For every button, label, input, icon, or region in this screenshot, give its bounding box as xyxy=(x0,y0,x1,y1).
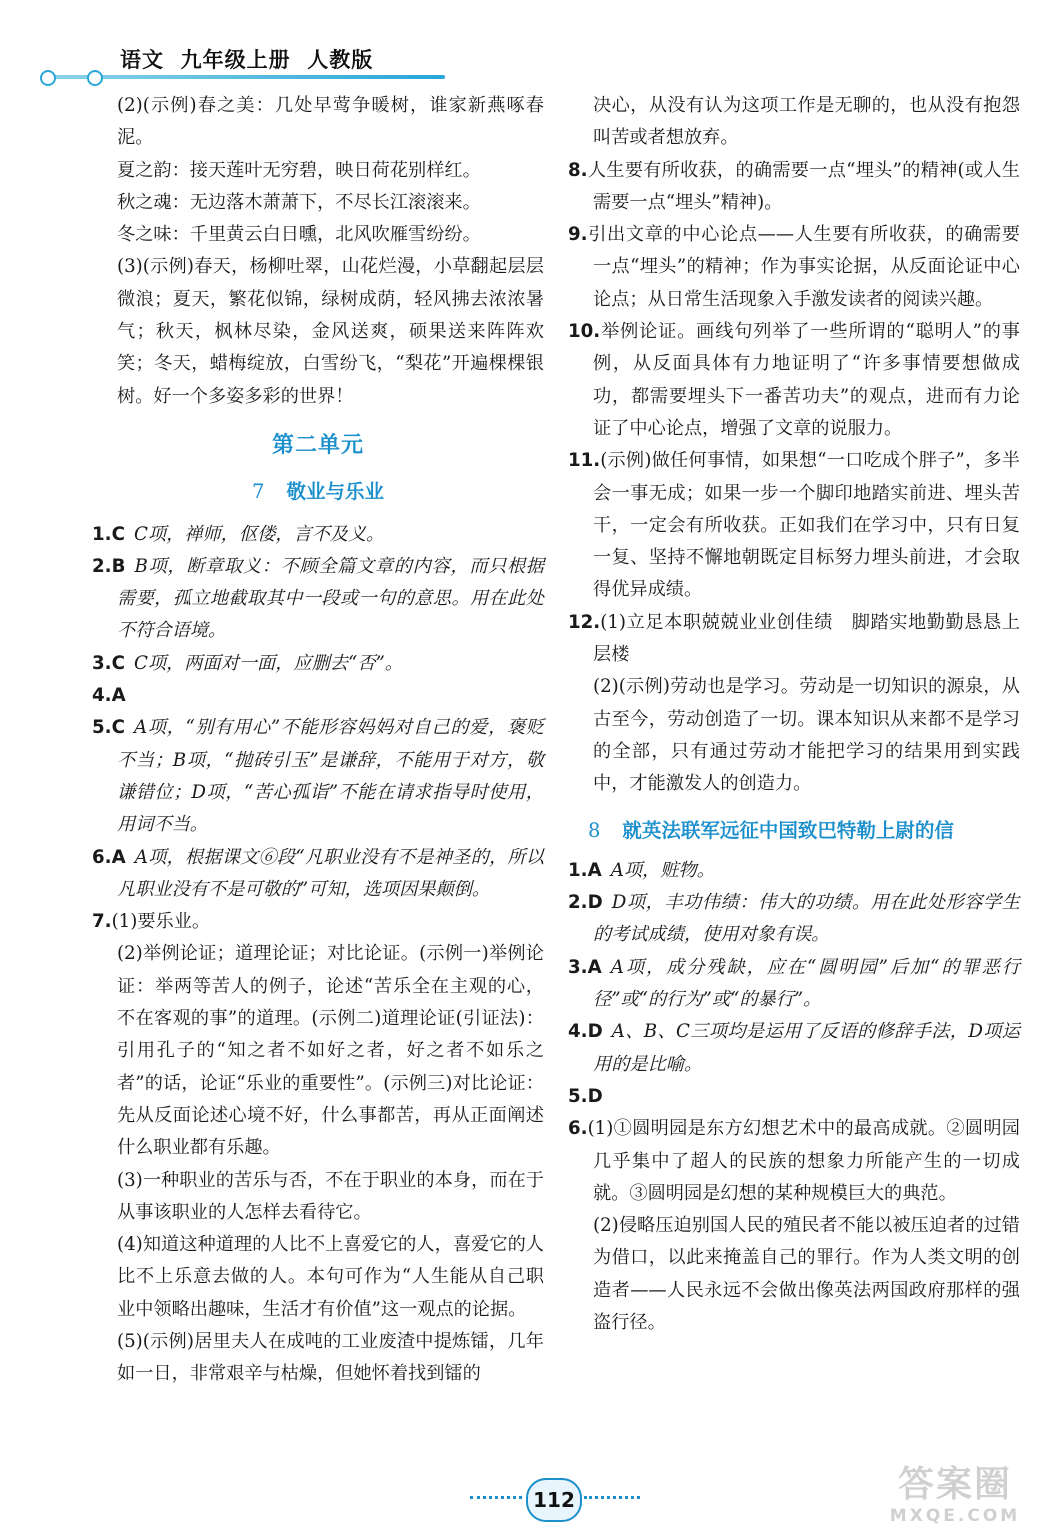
answer-text: A项，“别有用心”不能形容妈妈对自己的爱，褒贬不当；B项，“抛砖引玉”是谦辞，不能用于对方，敬谦错位；D项，“苦心孤诣”不能在请求指导时使用，用词不当。 xyxy=(117,717,544,836)
answer-text: (1)①圆明园是东方幻想艺术中的最高成就。②圆明园几乎集中了超人的民族的想象力所能产生的一切成就。③圆明园是幻想的某种规模巨大的典范。 xyxy=(587,1118,1020,1204)
answer-text: D项，丰功伟绩：伟大的功绩。用在此处形容学生的考试成绩，使用对象有误。 xyxy=(593,892,1020,946)
answer-text: (1)立足本职兢兢业业创佳绩 脚踏实地勤勤恳恳上层楼 xyxy=(593,611,1020,666)
answer-number: 4.A xyxy=(92,685,126,707)
answer-number: 5.C xyxy=(92,717,125,739)
answer-paragraph: (3)(示例)春天，杨柳吐翠，山花烂漫，小草翻起层层微浪；夏天，繁花似锦，绿树成荫，轻风拂去浓浓暑气；秋天，枫林尽染，金风送爽，硕果送来阵阵欢笑；冬天，蜡梅绽放，白雪纷飞，“梨花”开遍棵棵银树。好一个多姿多彩的世界！ xyxy=(117,256,544,407)
answer-number: 6.A xyxy=(92,846,126,868)
answer-item xyxy=(568,607,1020,672)
lesson-number: 8 xyxy=(588,818,601,842)
answer-paragraph: (5)(示例)居里夫人在成吨的工业废渣中提炼镭，几年如一日，非常艰辛与枯燥，但她怀着找到镭的 xyxy=(117,1330,544,1385)
watermark-url: MXQE.COM xyxy=(889,1506,1021,1526)
answer-number: 2.D xyxy=(568,892,603,914)
answer-number: 7. xyxy=(92,911,112,933)
watermark-logo xyxy=(880,1465,1030,1533)
answer-paragraph: (2)侵略压迫别国人民的殖民者不能以被压迫者的过错为借口，以此来掩盖自己的罪行。作为人类文明的创造者——人民永远不会做出像英法两国政府那样的强盗行径。 xyxy=(593,1215,1020,1333)
answer-text: 举例论证。画线句列举了一些所谓的“聪明人”的事例，从反面具体有力地证明了“许多事情要想做成功，都需要埋头下一番苦功夫”的观点，进而有力论证了中心论点，增强了文章的说服力。 xyxy=(593,321,1020,439)
answer-item xyxy=(92,906,544,938)
answer-item xyxy=(568,219,1020,316)
header-dot-right xyxy=(87,70,103,86)
answer-paragraph: (2)举例论证；道理论证；对比论证。(示例一)举例论证：举两等苦人的例子，论述“苦乐全在主观的心，不在客观的事”的道理。(示例二)道理论证(引证法)：引用孔子的“知之者不如好之者，好之者不如乐之者”的话，论证“乐业的重要性”。(示例三)对比论证：先从反面论述心境不好，什么事都苦，再从正面阐述什么职业都有乐趣。 xyxy=(117,943,544,1159)
header-dot-left xyxy=(40,70,56,86)
answer-item xyxy=(92,519,544,551)
answer-item xyxy=(568,887,1020,952)
answer-item xyxy=(568,445,1020,606)
answer-text: (示例)做任何事情，如果想“一口吃成个胖子”，多半会一事无成；如果一步一个脚印地踏实前进、埋头苦干，一定会有所收获。正如我们在学习中，只有日复一复、坚持不懈地朝既定目标努力埋头前进，才会取得优异成绩。 xyxy=(593,450,1020,601)
answer-paragraph: (2)(示例)春之美：几处早莺争暖树，谁家新燕啄春泥。 xyxy=(117,95,544,149)
answer-number: 4.D xyxy=(568,1021,603,1043)
answer-text: 人生要有所收获，的确需要一点“埋头”的精神(或人生需要一点“埋头”精神)。 xyxy=(587,159,1020,213)
answer-number: 3.A xyxy=(568,956,602,978)
lesson-title-text: 就英法联军远征中国致巴特勒上尉的信 xyxy=(622,818,954,842)
answer-number: 11. xyxy=(568,450,601,472)
answer-number: 10. xyxy=(568,321,601,343)
answer-item xyxy=(568,155,1020,220)
answer-item xyxy=(568,1016,1020,1081)
answer-paragraph: 冬之味：千里黄云白日曛，北风吹雁雪纷纷。 xyxy=(117,224,481,246)
answer-number: 8. xyxy=(568,159,588,181)
watermark-title: 答案圈 xyxy=(897,1464,1012,1505)
answer-number: 12. xyxy=(568,611,601,633)
answer-number: 1.A xyxy=(568,859,602,881)
answer-text: B项，断章取义：不顾全篇文章的内容，而只根据需要，孤立地截取其中一段或一句的意思。用在此处不符合语境。 xyxy=(117,555,544,642)
answer-number: 3.C xyxy=(92,652,125,674)
lesson-number: 7 xyxy=(252,480,265,504)
page-number: 112 xyxy=(526,1478,582,1522)
footer-dots-right xyxy=(584,1496,640,1503)
lesson-heading xyxy=(568,815,1020,847)
answer-paragraph: (4)知道这种道理的人比不上喜爱它的人，喜爱它的人比不上乐意去做的人。本句可作为“人生能从自己职业中领略出趣味，生活才有价值”这一观点的论据。 xyxy=(117,1234,544,1320)
answer-item xyxy=(92,680,544,712)
answer-item xyxy=(568,1113,1020,1210)
footer-dots-left xyxy=(470,1496,522,1503)
answer-text: A项，成分残缺，应在“圆明园”后加“的罪恶行径”或“的行为”或“的暴行”。 xyxy=(593,956,1020,1011)
lesson-heading xyxy=(92,476,544,508)
answer-paragraph: 夏之韵：接天莲叶无穷碧，映日荷花别样红。 xyxy=(117,159,481,181)
answer-text: A项，根据课文⑥段“凡职业没有不是神圣的，所以凡职业没有不是可敬的”可知，选项因果颠倒。 xyxy=(117,846,544,900)
answer-number: 6. xyxy=(568,1118,588,1140)
answer-text: C项，禅师，伛偻，言不及义。 xyxy=(134,523,385,545)
lesson-title-text: 敬业与乐业 xyxy=(286,480,384,504)
answer-text: C项，两面对一面，应删去“否”。 xyxy=(134,652,403,674)
answer-item xyxy=(568,316,1020,445)
answer-text: 引出文章的中心论点——人生要有所收获，的确需要一点“埋头”的精神；作为事实论据，从反面论证中心论点；从日常生活现象入手激发读者的阅读兴趣。 xyxy=(587,224,1020,310)
answer-item xyxy=(92,551,544,648)
answer-item xyxy=(92,842,544,907)
answer-paragraph: 秋之魂：无边落木萧萧下，不尽长江滚滚来。 xyxy=(117,191,481,213)
answer-number: 5.D xyxy=(568,1085,603,1107)
answer-paragraph: (2)(示例)劳动也是学习。劳动是一切知识的源泉，从古至今，劳动创造了一切。课本知识从来都不是学习的全部，只有通过劳动才能把学习的结果用到实践中，才能激发人的创造力。 xyxy=(593,676,1020,795)
answer-text: A、B、C三项均是运用了反语的修辞手法，D项运用的是比喻。 xyxy=(593,1021,1020,1075)
page-header xyxy=(0,0,1045,95)
answer-item xyxy=(568,1081,1020,1113)
left-column xyxy=(92,90,544,1391)
answer-number: 1.C xyxy=(92,523,125,545)
right-column xyxy=(568,90,1020,1339)
answer-text: A项，赃物。 xyxy=(610,859,715,881)
answer-number: 9. xyxy=(568,224,588,246)
answer-item xyxy=(92,712,544,841)
answer-paragraph: 决心，从没有认为这项工作是无聊的，也从没有抱怨叫苦或者想放弃。 xyxy=(593,95,1020,149)
answer-text: (1)要乐业。 xyxy=(111,911,211,933)
answer-item xyxy=(568,952,1020,1017)
unit-heading: 第二单元 xyxy=(271,432,364,458)
answer-item xyxy=(92,648,544,680)
answer-paragraph: (3)一种职业的苦乐与否，不在于职业的本身，而在于从事该职业的人怎样去看待它。 xyxy=(117,1169,544,1223)
book-title: 语文 九年级上册 人教版 xyxy=(120,48,374,72)
answer-item xyxy=(568,855,1020,887)
answer-number: 2.B xyxy=(92,555,126,577)
